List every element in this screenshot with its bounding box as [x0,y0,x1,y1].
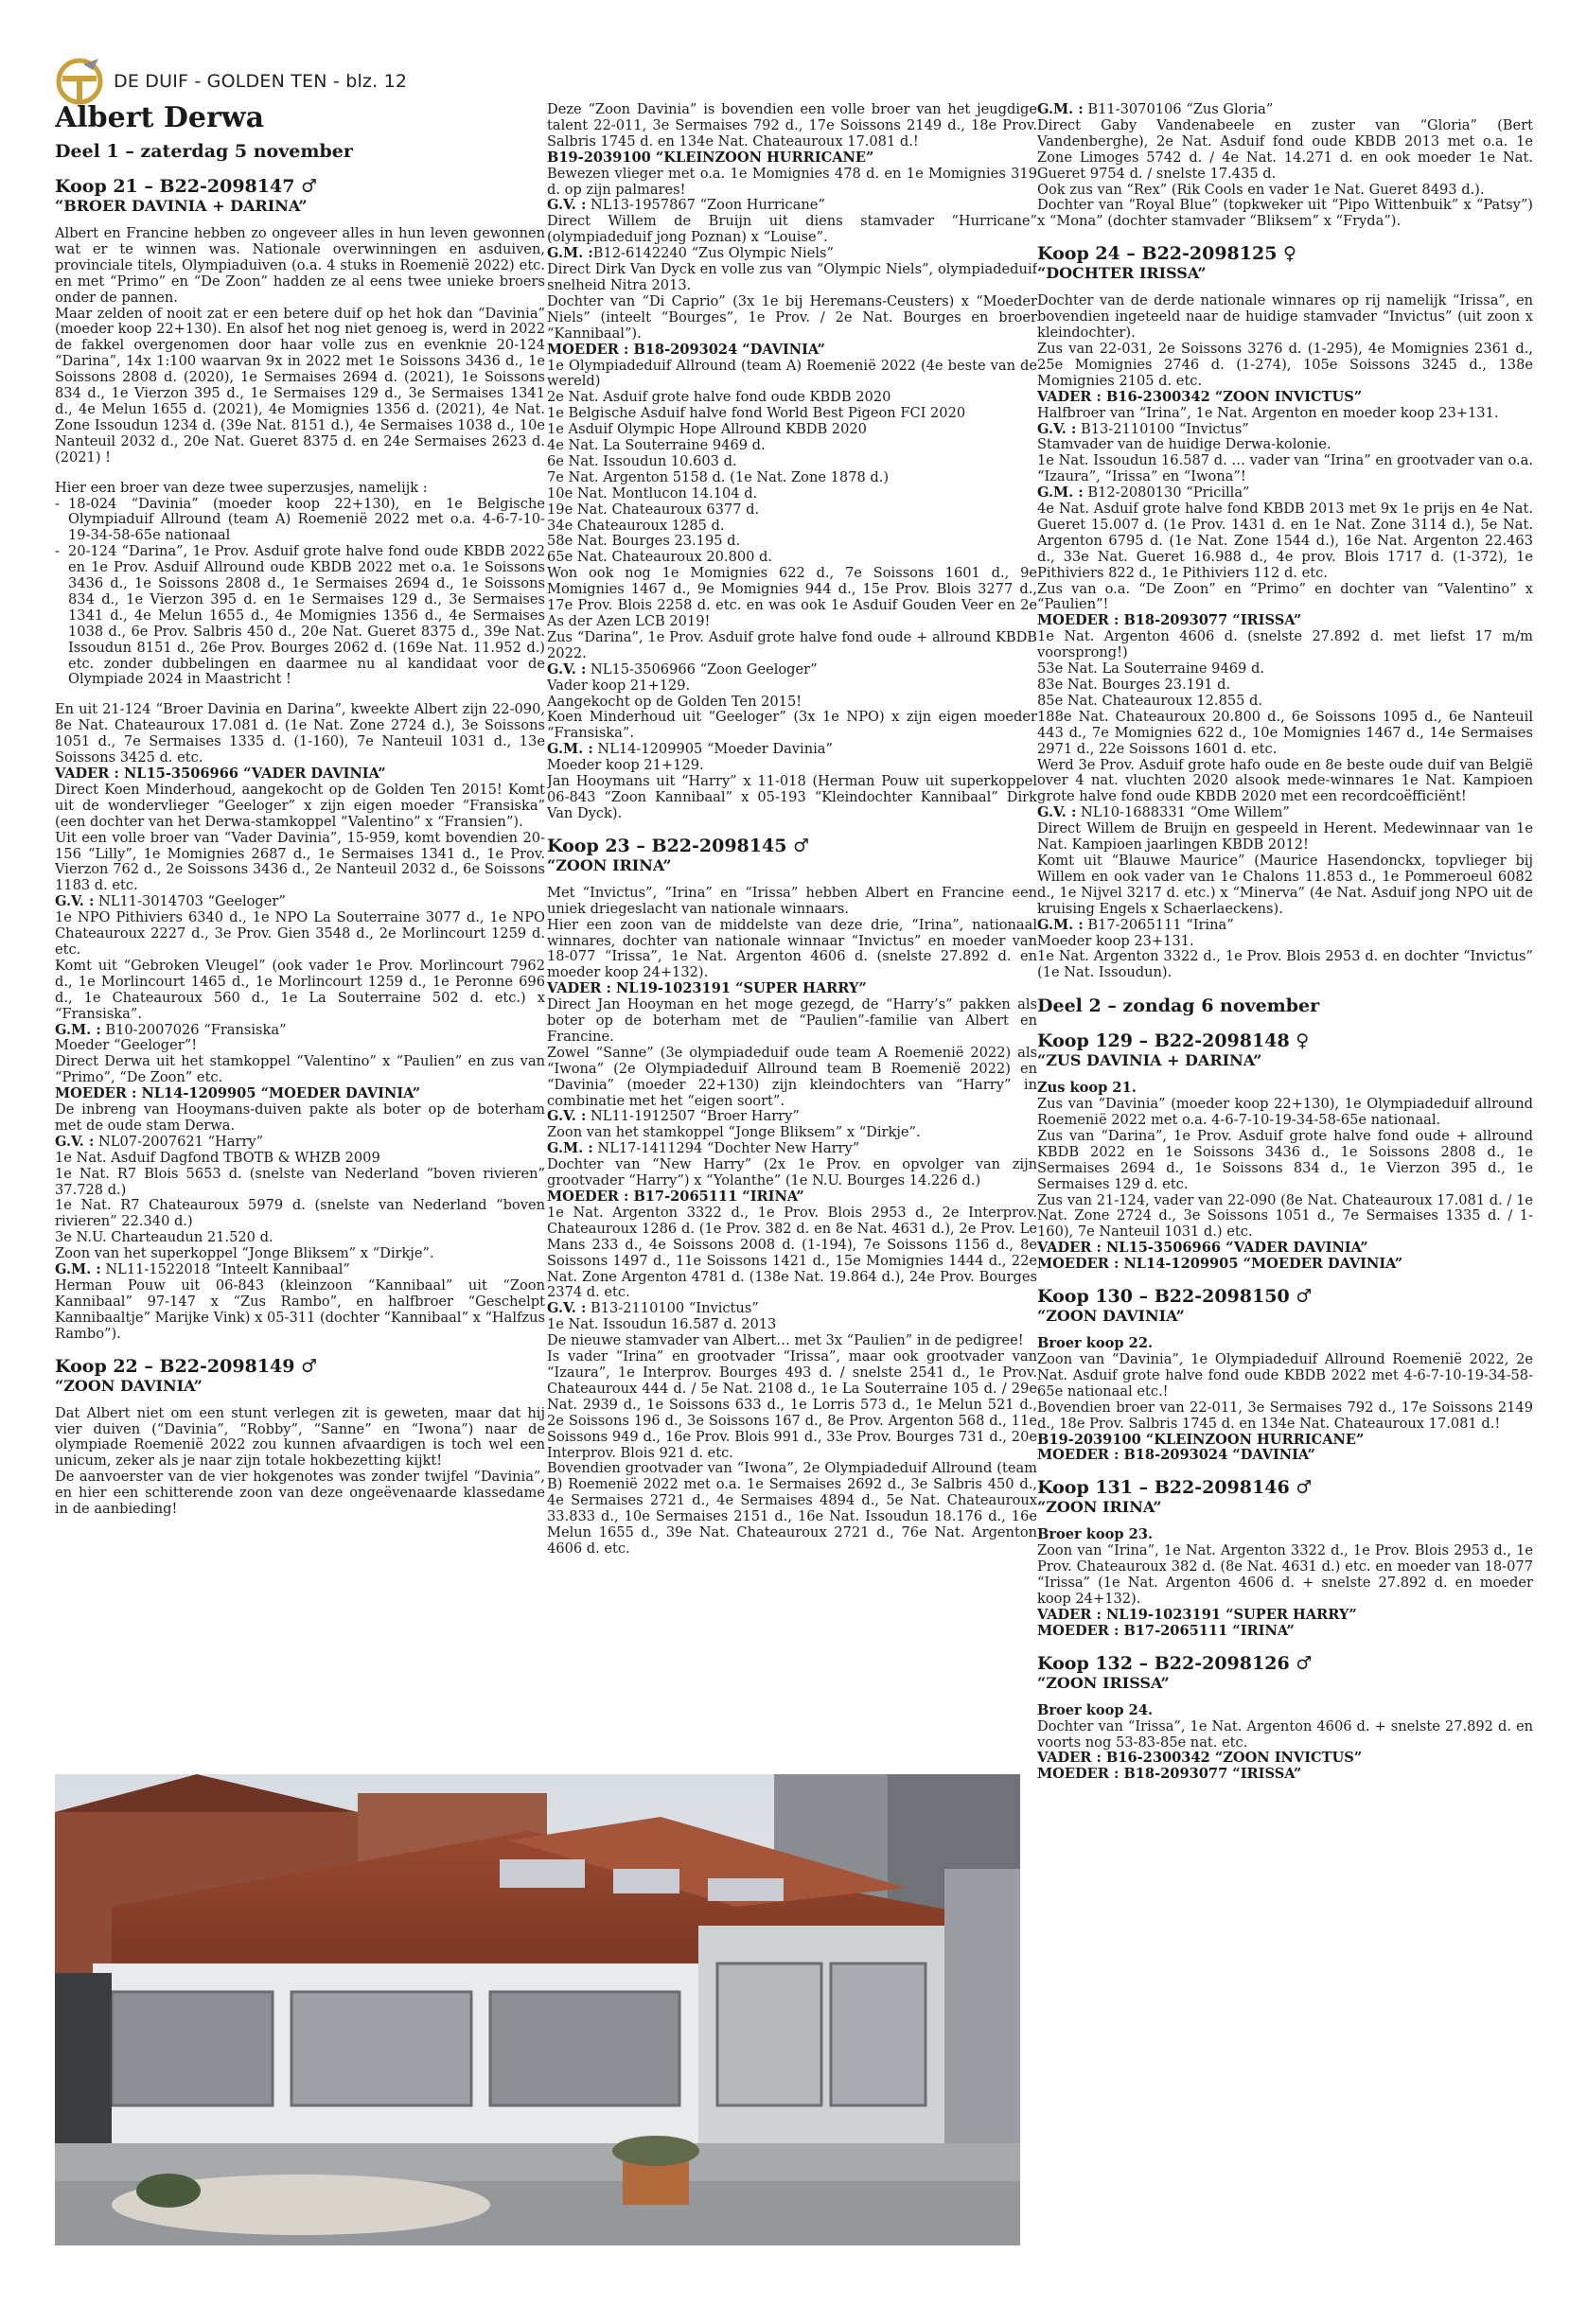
lot-heading: Koop 132 – B22-2098126 ♂ [1037,1652,1313,1674]
paragraph: Maar zelden of nooit zat er een betere duif op het hok dan “Davinia” (moeder koop 22+130). En alsof het nog niet genoeg is, werd in 2022 de fakkel overgenomen door haar volle zus en evenknie 20-124 “Darina”, 14x 1:100 waarvan 9x in 2022 met 1e Soissons 3436 d., 1e Soissons 2808 d. (2020), 1e Sermaises 2694 d. (2021), 1e Soissons 834 d., 1e Vierzon 395 d., 1e Sermaises 129 d., 3e Sermaises 1341 d., 4e Melun 1655 d. (2021), 4e Momignies 1356 d. (2021), 4e Nat. Zone Issoudun 1234 d. (39e Nat. 8151 d.), 4e Sermaises 1038 d., 10e Nanteuil 2032 d., 20e Nat. Gueret 8375 d. en 24e Sermaises 2623 d. (2021) ! [55,305,545,466]
lot-heading: Koop 130 – B22-2098150 ♂ [1037,1286,1313,1308]
paragraph: 1e NPO Pithiviers 6340 d., 1e NPO La Souterraine 3077 d., 1e NPO Chateauroux 2227 d., 3e Prov. Gien 3548 d., 2e Morlincourt 1259 d. etc. [55,909,545,958]
result-line: 65e Nat. Chateauroux 20.800 d. [547,549,773,566]
pedigree-heading: B19-2039100 “KLEINZOON HURRICANE” [547,149,874,166]
paragraph: Zoon van “Irina”, 1e Nat. Argenton 3322 d., 1e Prov. Blois 2953 d., 1e Prov. Chateauroux 382 d. (8e Nat. 4631 d.) etc. en moeder van 18-077 “Irissa” (1e Nat. Argenton 4606 d. + snelste 27.892 d. en moeder koop 24+132). [1037,1542,1533,1607]
result-line: 19e Nat. Chateauroux 6377 d. [547,501,760,518]
paragraph: Zus “Darina”, 1e Prov. Asduif grote halve fond oude + allround KBDB 2022. [547,628,1037,661]
paragraph: Hier een zoon van de middelste van deze drie, “Irina”, nationaal winnares, dochter van nationale winnaar “Invictus” en moeder van 18-077 “Irissa”, 1e Nat. Argenton 4606 d. (snelste 27.892 d. en moeder koop 24+132). [547,916,1037,981]
pedigree-line: G.M. : B11-3070106 “Zus Gloria” [1037,102,1274,117]
paragraph: Dochter van “Royal Blue” (topkweker uit “Pipo Wittenbuik” x “Patsy”) x “Mona” (dochter stamvader “Bliksem” x “Fryda”). [1037,197,1533,230]
result-line: 53e Nat. La Souterraine 9469 d. [1037,660,1264,678]
lot-name: “ZUS DAVINIA + DARINA” [1037,1051,1262,1070]
paragraph: Dat Albert niet om een stunt verlegen zit is geweten, maar dat hij vier duiven (“Davinia”, “Robby”, “Sanne” en “Iwona”) naar de olympiade Roemenië 2022 zou kunnen afvaardigen is toch wel een unicum, zeker als je naar zijn totale hokbezetting kijkt! [55,1404,545,1470]
pedigree-heading: MOEDER : B18-2093077 “IRISSA” [1037,1766,1302,1783]
paragraph: Direct Dirk Van Dyck en volle zus van “Olympic Niels”, olympiadeduif snelheid Nitra 2013. [547,261,1037,293]
lot-heading: Koop 131 – B22-2098146 ♂ [1037,1477,1313,1499]
paragraph: Moeder “Geeloger”! [55,1037,198,1054]
paragraph: Is vader “Irina” en grootvader “Irissa”, maar ook grootvader van “Izaura”, 1e Interprov. Bourges 493 d. / snelste 2541 d., 1e Prov. Chateauroux 444 d. / 5e Nat. 2108 d., 1e La Souterraine 105 d. / 29e Nat. 2939 d., 1e Soissons 633 d., 1e Lorris 573 d., 1e Melun 521 d., 2e Soissons 196 d., 3e Soissons 167 d., 8e Prov. Argenton 568 d., 11e Soissons 949 d., 16e Prov. Blois 991 d., 33e Prov. Bourges 731 d., 20e Interprov. Blois 921 d. etc. [547,1348,1037,1461]
paragraph: Zus van 21-124, vader van 22-090 (8e Nat. Chateauroux 17.081 d. / 1e Nat. Zone 2724 d., 3e Soissons 1051 d., 7e Sermaises 1335 d. / 1-160), 7e Nanteuil 1031 d.) etc. [1037,1191,1533,1241]
pedigree-heading: VADER : NL15-3506966 “VADER DAVINIA” [55,766,386,782]
paragraph: 1e Nat. Issoudun 16.587 d. … vader van “Irina” en grootvader van o.a. “Izaura”, “Irissa” en “Iwona”! [1037,452,1533,485]
pedigree-heading: B19-2039100 “KLEINZOON HURRICANE” [1037,1431,1365,1448]
paragraph: Deze “Zoon Davinia” is bovendien een volle broer van het jeugdige talent 22-011, 3e Sermaises 792 d., 17e Soissons 2149 d., 18e Prov. Salbris 1745 d. en 134e Nat. Chateauroux 17.081 d.! [547,102,1037,150]
paragraph: Komt uit “Gebroken Vleugel” (ook vader 1e Prov. Morlincourt 7962 d., 1e Morlincourt 1465 d., 1e Morlincourt 1259 d., 1e Peronne 696 d., 1e Chateauroux 560 d., 1e La Souterraine 502 d. etc.) x “Fransiska”. [55,957,545,1022]
paragraph: Direct Jan Hooyman en het moge gezegd, de “Harry’s” pakken als boter op de boterham met de “Paulien”-familie van Albert en Francine. [547,996,1037,1045]
column-1 [55,102,545,1764]
paragraph: Direct Koen Minderhoud, aangekocht op de Golden Ten 2015! Komt uit de wondervlieger “Geeloger” x zijn eigen moeder “Fransiska” (een dochter van het Derwa-stamkoppel “Valentino” x “Fransien”). [55,781,545,830]
lot-name: “ZOON IRISSA” [1037,1673,1170,1692]
paragraph: Zus van 22-031, 2e Soissons 3276 d. (1-295), 4e Momignies 2361 d., 25e Momignies 2746 d. (1-274), 105e Soissons 3245 d., 138e Momignies 2105 d. etc. [1037,340,1533,389]
paragraph: Zoon van het stamkoppel “Jonge Bliksem” x “Dirkje”. [547,1124,921,1141]
pedigree-line: G.M. : B12-2080130 “Pricilla” [1037,484,1250,502]
pedigree-line: G.V. : NL13-1957867 “Zoon Hurricane” [547,197,825,214]
pedigree-heading: MOEDER : B17-2065111 “IRINA” [547,1188,804,1205]
result-line: 34e Chateauroux 1285 d. [547,517,725,534]
paragraph: 1e Nat. R7 Blois 5653 d. (snelste van Nederland “boven rivieren” 37.728 d.) [55,1165,545,1198]
list-item: - 18-024 “Davinia” (moeder koop 22+130), en 1e Belgische Olympiaduif Allround (team A) Roemenië 2022 met o.a. 4-6-7-10-19-34-58-65e nationaal [55,497,545,545]
paragraph: De nieuwe stamvader van Albert… met 3x “Paulien” in de pedigree! [547,1332,1024,1349]
lot-name: “ZOON IRINA” [547,855,672,874]
pedigree-line: G.M. : B10-2007026 “Fransiska” [55,1021,287,1038]
pedigree-heading: MOEDER : B18-2093024 “DAVINIA” [547,341,825,358]
pedigree-heading: VADER : B16-2300342 “ZOON INVICTUS” [1037,388,1363,405]
lot-heading: Koop 24 – B22-2098125 ♀ [1037,243,1296,265]
pedigree-line: G.V. : NL10-1688331 “Ome Willem” [1037,804,1290,821]
paragraph: Vader koop 21+129. [547,677,691,694]
lot-name: “DOCHTER IRISSA” [1037,264,1207,283]
lot-subtitle: Zus koop 21. [1037,1080,1137,1097]
paragraph: 1e Nat. R7 Chateauroux 5979 d. (snelste van Nederland “boven rivieren” 22.340 d.) [55,1197,545,1230]
paragraph: Bovendien broer van 22-011, 3e Sermaises 792 d., 17e Soissons 2149 d., 18e Prov. Salbris 1745 d. en 134e Nat. Chateauroux 17.081 d.! [1037,1399,1533,1432]
lot-heading: Koop 23 – B22-2098145 ♂ [547,835,810,856]
result-line: 83e Nat. Bourges 23.191 d. [1037,677,1231,693]
result-line: 6e Nat. Issoudun 10.603 d. [547,452,737,469]
paragraph: De aanvoerster van de vier hokgenotes was zonder twijfel “Davinia”, en hier een schitterende zoon van deze ongeëvenaarde klassedame in de aanbieding! [55,1469,545,1518]
result-line: 4e Nat. La Souterraine 9469 d. [547,437,766,454]
paragraph: Direct Derwa uit het stamkoppel “Valentino” x “Paulien” en zus van “Primo”, “De Zoon” etc. [55,1053,545,1086]
lot-subtitle: Broer koop 24. [1037,1701,1154,1718]
pedigree-line: G.V. : B13-2110100 “Invictus” [1037,420,1249,437]
lot-subtitle: Broer koop 22. [1037,1335,1154,1352]
section-heading: Deel 2 – zondag 6 november [1037,995,1320,1017]
paragraph: Dochter van “New Harry” (2x 1e Prov. en opvolger van zijn grootvader “Harry”) x “Yolanthe” (1e N.U. Bourges 14.226 d.) [547,1156,1037,1189]
paragraph: En uit 21-124 “Broer Davinia en Darina”, kweekte Albert zijn 22-090, 8e Nat. Chateauroux 17.081 d. (1e Nat. Zone 2724 d.), 3e Soissons 1051 d., 7e Sermaises 1335 d. (1-160), 7e Nanteuil 1031 d., 13e Soissons 3425 d. etc. [55,701,545,766]
paragraph: Jan Hooymans uit “Harry” x 11-018 (Herman Pouw uit superkoppel 06-843 “Zoon Kannibaal” x 05-193 “Kleindochter Kannibaal” Dirk Van Dyck). [547,773,1037,821]
pedigree-heading: VADER : B16-2300342 “ZOON INVICTUS” [1037,1750,1363,1767]
bullet-list [55,497,545,689]
result-line: 85e Nat. Chateauroux 12.855 d. [1037,692,1263,709]
pedigree-line: G.V. : NL11-1912507 “Broer Harry” [547,1108,800,1125]
pedigree-line: G.M. : NL14-1209905 “Moeder Davinia” [547,741,833,758]
result-line: 1e Olympiadeduif Allround (team A) Roemenië 2022 (4e beste van de wereld) [547,357,1037,390]
paragraph: Won ook nog 1e Momignies 622 d., 7e Soissons 1601 d., 9e Momignies 1467 d., 9e Momignies 944 d., 15e Prov. Blois 3277 d., 17e Prov. Blois 2258 d. etc. en was ook 1e Asduif Gouden Veer en 2e As der Azen LCB 2019! [547,565,1037,629]
article-title: Albert Derwa [55,102,265,134]
paragraph: Koen Minderhoud uit “Geeloger” (3x 1e NPO) x zijn eigen moeder “Fransiska”. [547,709,1037,742]
paragraph: Zoon van het superkoppel “Jonge Bliksem” x “Dirkje”. [55,1245,434,1262]
paragraph: Dochter van de derde nationale winnares op rij namelijk “Irissa”, en bovendien ingeteeld naar de huidige stamvader “Invictus” (uit zoon x kleindochter). [1037,292,1533,342]
golden-ten-logo-icon [55,57,104,106]
pedigree-heading: VADER : NL19-1023191 “SUPER HARRY” [547,980,867,997]
paragraph: Ook zus van “Rex” (Rik Cools en vader 1e Nat. Gueret 8493 d.). [1037,181,1485,198]
paragraph: Dochter van “Irissa”, 1e Nat. Argenton 4606 d. + snelste 27.892 d. en voorts nog 53-83-85e nat. etc. [1037,1717,1533,1751]
paragraph: Moeder koop 21+129. [547,757,704,774]
paragraph: 4e Nat. Asduif grote halve fond KBDB 2013 met 9x 1e prijs en 4e Nat. Gueret 15.007 d. (1e Prov. 1431 d. en 1e Nat. Zone 3114 d.), 5e Nat. Argenton 6795 d. (1e Nat. Zone 1544 d.), 16e Nat. Argenton 22.463 d., 33e Nat. Gueret 16.988 d., 4e prov. Blois 1717 d. (1-372), 1e Pithiviers 822 d., 1e Pithiviers 112 d. etc. [1037,501,1533,581]
paragraph: 1e Nat. Asduif Dagfond TBOTB & WHZB 2009 [55,1149,380,1166]
result-line: 58e Nat. Bourges 23.195 d. [547,533,741,550]
paragraph: Zus van “Darina”, 1e Prov. Asduif grote halve fond oude + allround KBDB 2022 en 1e Soissons 3436 d., 1e Soissons 2808 d., 1e Sermaises 2694 d., 1e Soissons 834 d., 1e Vierzon 395 d., 1e Sermaises 129 d. etc. [1037,1127,1533,1192]
pedigree-line: G.V. : B13-2110100 “Invictus” [547,1300,759,1317]
loft-photo-illustration [55,1774,1020,2245]
paragraph: Zus van “Davinia” (moeder koop 22+130), 1e Olympiadeduif allround Roemenië 2022 met o.a. 4-6-7-10-19-34-58-65e nationaal. [1037,1096,1533,1129]
pedigree-heading: VADER : NL15-3506966 “VADER DAVINIA” [1037,1240,1368,1257]
paragraph: Zus van o.a. “De Zoon” en “Primo” en dochter van “Valentino” x “Paulien”! [1037,580,1533,613]
paragraph: 1e Nat. Argenton 4606 d. (snelste 27.892 d. met liefst 17 m/m voorsprong!) [1037,628,1533,661]
page-header [55,57,407,106]
pedigree-heading: MOEDER : B18-2093024 “DAVINIA” [1037,1447,1315,1464]
paragraph: 1e Nat. Argenton 3322 d., 1e Prov. Blois 2953 d., 2e Interprov. Chateauroux 1286 d. (1e Prov. 382 d. en 8e Nat. 4631 d.), 2e Prov. Le Mans 233 d., 4e Soissons 2008 d. (1-194), 7e Soissons 1156 d., 8e Soissons 1497 d., 11e Soissons 1421 d., 15e Momignies 1444 d., 22e Nat. Zone Argenton 4781 d. (138e Nat. 19.864 d.), 24e Prov. Bourges 2374 d. etc. [547,1204,1037,1301]
paragraph: Hier een broer van deze twee superzusjes, namelijk : [55,479,428,496]
section-heading: Deel 1 – zaterdag 5 november [55,141,353,162]
paragraph: Zowel “Sanne” (3e olympiadeduif oude team A Roemenië 2022) als “Iwona” (2e Olympiadeduif Allround team B Roemenië 2022) en “Davinia” (moeder 22+130) zijn kleindochters van “Harry” in combinatie met het “eigen soort”. [547,1044,1037,1109]
paragraph: Werd 3e Prov. Asduif grote hafo oude en 8e beste oude duif van België over 4 nat. vluchten 2020 alsook mede-winnares 1e Nat. Kampioen grote halve fond oude KBDB 2020 met een recordcoëfficiënt! [1037,756,1533,805]
paragraph: 1e Nat. Issoudun 16.587 d. 2013 [547,1316,777,1333]
loft-photo [55,1774,1020,2245]
result-line: 7e Nat. Argenton 5158 d. (1e Nat. Zone 1878 d.) [547,468,890,485]
paragraph: 3e N.U. Charteaudun 21.520 d. [55,1229,273,1246]
pedigree-line: G.V. : NL15-3506966 “Zoon Geeloger” [547,660,818,678]
paragraph: Dochter van “Di Caprio” (3x 1e bij Heremans-Ceusters) x “Moeder Niels” (inteelt “Bourges”, 1e Prov. / 2e Nat. Bourges en broer “Kannibaal”). [547,292,1037,342]
lot-name: “ZOON DAVINIA” [55,1376,203,1395]
pedigree-heading: MOEDER : B17-2065111 “IRINA” [1037,1622,1295,1639]
pedigree-heading: MOEDER : B18-2093077 “IRISSA” [1037,612,1302,629]
result-line: 10e Nat. Montlucon 14.104 d. [547,484,758,502]
column-3 [1037,102,1533,2265]
lot-name: “ZOON IRINA” [1037,1498,1162,1517]
pedigree-line: G.M. : NL11-1522018 “Inteelt Kannibaal” [55,1261,350,1278]
paragraph: Albert en Francine hebben zo ongeveer alles in hun leven gewonnen wat er te winnen was. Nationale overwinningen en asduiven, provinciale titels, Olympiaduiven (o.a. 4 stuks in Roemenië 2022) etc. en met “Primo” en “De Zoon” hadden ze al eens twee unieke broers onder de pannen. [55,225,545,306]
column-2 [547,102,1037,1764]
lot-name: “BROER DAVINIA + DARINA” [55,197,308,215]
paragraph: Bovendien grootvader van “Iwona”, 2e Olympiadeduif Allround (team B) Roemenië 2022 met o.a. 1e Sermaises 2692 d., 3e Salbris 450 d., 4e Sermaises 2721 d., 4e Sermaises 4894 d., 5e Nat. Chateauroux 33.833 d., 10e Sermaises 2151 d., 16e Nat. Issoudun 18.176 d., 16e Melun 1655 d., 39e Nat. Chateauroux 2721 d., 76e Nat. Argenton 4606 d. etc. [547,1460,1037,1557]
result-line: 1e Asduif Olympic Hope Allround KBDB 2020 [547,421,867,438]
result-line: 1e Belgische Asduif halve fond World Best Pigeon FCI 2020 [547,405,966,422]
pedigree-heading: MOEDER : NL14-1209905 “MOEDER DAVINIA” [55,1085,421,1102]
paragraph: Bewezen vlieger met o.a. 1e Momignies 478 d. en 1e Momignies 319 d. op zijn palmares! [547,165,1037,198]
paragraph: Met “Invictus”, “Irina” en “Irissa” hebben Albert en Francine een uniek driegeslacht van nationale winnaars. [547,884,1037,917]
paragraph: Aangekocht op de Golden Ten 2015! [547,693,802,710]
paragraph: Herman Pouw uit 06-843 (kleinzoon “Kannibaal” uit “Zoon Kannibaal” 97-147 x “Zus Rambo”, en halfbroer “Geschelpt Kannibaaltje” Marijke Vink) x 05-311 (dochter “Kannibaal” x “Halfzus Rambo”). [55,1277,545,1342]
pedigree-line: G.V. : NL11-3014703 “Geeloger” [55,893,286,910]
pedigree-heading: MOEDER : NL14-1209905 “MOEDER DAVINIA” [1037,1256,1403,1273]
paragraph: 188e Nat. Chateauroux 20.800 d., 6e Soissons 1095 d., 6e Nanteuil 443 d., 7e Momignies 622 d., 10e Momignies 1467 d., 14e Sermaises 2971 d., 22e Soissons 1601 d. etc. [1037,708,1533,757]
lot-subtitle: Broer koop 23. [1037,1526,1154,1543]
lot-name: “ZOON DAVINIA” [1037,1307,1185,1326]
paragraph: Stamvader van de huidige Derwa-kolonie. [1037,436,1331,453]
paragraph: Moeder koop 23+131. [1037,932,1194,949]
result-line: 2e Nat. Asduif grote halve fond oude KBDB 2020 [547,389,891,406]
pedigree-line: G.M. : B17-2065111 “Irina” [1037,916,1234,933]
lot-heading: Koop 21 – B22-2098147 ♂ [55,176,318,197]
running-title: DE DUIF - GOLDEN TEN - blz. 12 [114,71,408,92]
pedigree-line: G.V. : NL07-2007621 “Harry” [55,1133,264,1150]
paragraph: Halfbroer van “Irina”, 1e Nat. Argenton en moeder koop 23+131. [1037,404,1499,421]
lot-heading: Koop 129 – B22-2098148 ♀ [1037,1030,1310,1052]
list-item: - 20-124 “Darina”, 1e Prov. Asduif grote halve fond oude KBDB 2022 en 1e Prov. Asduif Allround oude KBDB 2022 met o.a. 1e Soissons 3436 d., 1e Soissons 2808 d., 1e Sermaises 2694 d., 1e Soissons 834 d., 1e Vierzon 395 d. en 1e Sermaises 129 d., 3e Sermaises 1341 d., 4e Melun 1655 d., 4e Momignies 1356 d., 4e Sermaises 1038 d., 6e Prov. Salbris 450 d., 20e Nat. Gueret 8375 d., 39e Nat. Issoudun 8151 d., 26e Prov. Bourges 2062 d. (169e Nat. 11.952 d.) etc. zonder dubbelingen en daarmee nu al kandidaat voor de Olympiade 2024 in Maastricht ! [55,544,545,688]
paragraph: De inbreng van Hooymans-duiven pakte als boter op de boterham met de oude stam Derwa. [55,1101,545,1134]
paragraph: Komt uit “Blauwe Maurice” (Maurice Hasendonckx, topvlieger bij Willem en ook vader van 1e Chalons 11.853 d., 1e Pommeroeul 6082 d., 1e Nijvel 3217 d. etc.) x “Minerva” (4e Nat. Asduif jong NPO uit de kruising Engels x Schaerlaeckens). [1037,852,1533,917]
paragraph: Direct Willem de Bruijn uit diens stamvader “Hurricane” (olympiadeduif jong Poznan) x “Louise”. [547,213,1037,246]
paragraph: Uit een volle broer van “Vader Davinia”, 15-959, komt bovendien 20-156 “Lilly”, 1e Momignies 2687 d., 1e Sermaises 1341 d., 1e Prov. Vierzon 762 d., 2e Soissons 3436 d., 2e Nanteuil 2032 d., 6e Soissons 1183 d. etc. [55,829,545,894]
paragraph: 1e Nat. Argenton 3322 d., 1e Prov. Blois 2953 d. en dochter “Invictus” (1e Nat. Issoudun). [1037,948,1533,981]
paragraph: Direct Willem de Bruijn en gespeeld in Herent. Medewinnaar van 1e Nat. Kampioen jaarlingen KBDB 2012! [1037,820,1533,854]
paragraph: Zoon van “Davinia”, 1e Olympiadeduif Allround Roemenië 2022, 2e Nat. Asduif grote halve fond oude KBDB 2022 met 4-6-7-10-19-34-58-65e nationaal etc.! [1037,1351,1533,1400]
paragraph: Direct Gaby Vandenabeele en zuster van “Gloria” (Bert Vandenberghe), 2e Nat. Asduif fond oude KBDB 2013 met o.a. 1e Zone Limoges 5742 d. / 4e Nat. 14.271 d. en ook moeder 1e Nat. Gueret 9754 d. / snelste 17.435 d. [1037,116,1533,182]
pedigree-line: G.M. : NL17-1411294 “Dochter New Harry” [547,1140,860,1157]
pedigree-heading: VADER : NL19-1023191 “SUPER HARRY” [1037,1606,1357,1623]
pedigree-line: G.M. :B12-6142240 “Zus Olympic Niels” [547,245,834,262]
lot-heading: Koop 22 – B22-2098149 ♂ [55,1355,318,1377]
